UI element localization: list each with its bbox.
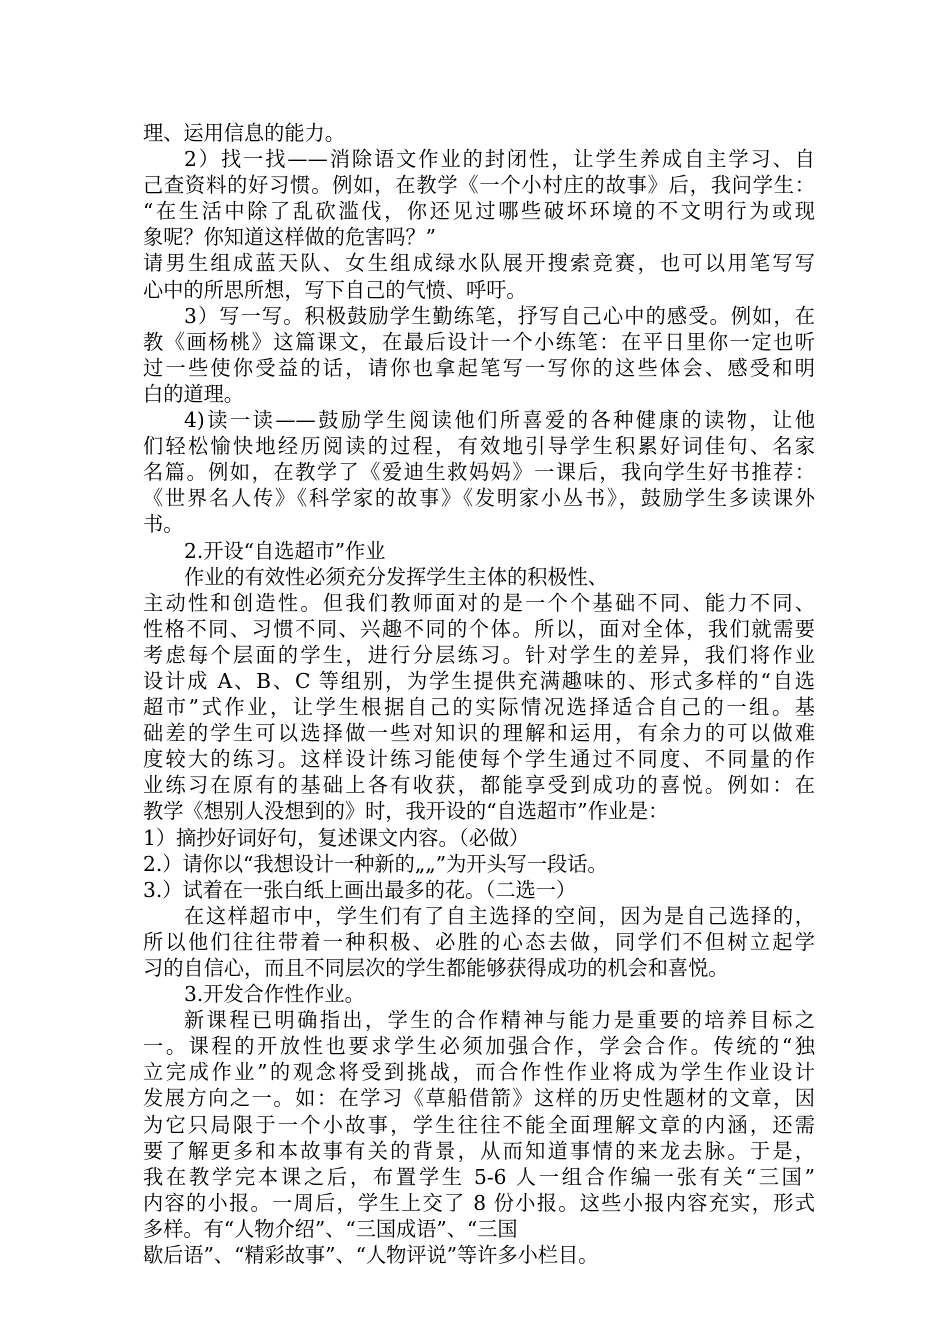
text-line: 作业的有效性必须充分发挥学生主体的积极性、 <box>184 564 608 589</box>
text-line: 我在教学完本课之后，布置学生 5-6 人一组合作编一张有关“三国” <box>143 1164 815 1189</box>
text-line: 歇后语”、“精彩故事”、“人物评说”等许多小栏目。 <box>143 1243 599 1268</box>
text-line: 3.开发合作性作业。 <box>184 982 365 1007</box>
text-line: 要了解更多和本故事有关的背景，从而知道事情的来龙去脉。于是， <box>143 1138 815 1163</box>
text-line: 新课程已明确指出，学生的合作精神与能力是重要的培养目标之 <box>184 1008 815 1033</box>
text-line: 请男生组成蓝天队、女生组成绿水队展开搜索竞赛，也可以用笔写写 <box>143 251 815 276</box>
text-line: 在这样超市中，学生们有了自主选择的空间，因为是自己选择的， <box>184 903 815 928</box>
text-line: 理、运用信息的能力。 <box>143 121 345 145</box>
text-line: 超市”式作业，让学生根据自己的实际情况选择适合自己的一组。基 <box>143 695 815 720</box>
text-line: 象呢？你知道这样做的危害吗？” <box>143 225 436 250</box>
text-line: 3.）试着在一张白纸上画出最多的花。（二选一） <box>143 877 577 902</box>
text-line: 习的自信心，而且不同层次的学生都能够获得成功的机会和喜悦。 <box>143 956 729 980</box>
document-page <box>143 120 815 1268</box>
text-line: 发展方向之一。如：在学习《草船借箭》这样的历史性题材的文章，因 <box>143 1086 815 1111</box>
text-line: 设计成 A、B、C 等组别，为学生提供充满趣味的、形式多样的“自选 <box>143 668 815 693</box>
text-line: 2.开设“自选超市”作业 <box>184 538 386 563</box>
text-line: 为它只局限于一个小故事，学生往往不能全面理解文章的内涵，还需 <box>143 1112 815 1137</box>
text-line: 2）找一找——消除语文作业的封闭性，让学生养成自主学习、自 <box>184 147 815 172</box>
text-line: 心中的所思所想，写下自己的气愤、呼吁。 <box>143 277 527 302</box>
text-line: 考虑每个层面的学生，进行分层练习。针对学生的差异，我们将作业 <box>143 642 815 667</box>
text-line: 教《画杨桃》这篇课文，在最后设计一个小练笔：在平日里你一定也听 <box>143 329 815 354</box>
text-line: “在生活中除了乱砍滥伐，你还见过哪些破坏环境的不文明行为或现 <box>143 199 815 224</box>
text-line: 2.）请你以“我想设计一种新的„„”为开头写一段话。 <box>143 851 608 876</box>
text-line: 度较大的练习。这样设计练习能使每个学生通过不同度、不同量的作 <box>143 747 815 772</box>
text-line: 4)读一读——鼓励学生阅读他们所喜爱的各种健康的读物，让他 <box>184 408 815 433</box>
text-line: 教学《想别人没想到的》时，我开设的“自选超市”作业是： <box>143 799 669 824</box>
text-line: 所以他们往往带着一种积极、必胜的心态去做，同学们不但树立起学 <box>143 929 815 954</box>
text-line: 1）摘抄好词好句，复述课文内容。（必做） <box>143 825 530 850</box>
text-line: 们轻松愉快地经历阅读的过程，有效地引导学生积累好词佳句、名家 <box>143 434 815 459</box>
text-line: 白的道理。 <box>143 381 244 406</box>
text-line: 《世界名人传》《科学家的故事》《发明家小丛书》，鼓励学生多读课外 <box>143 486 815 511</box>
text-line: 名篇。例如，在教学了《爱迪生救妈妈》一课后，我向学生好书推荐： <box>143 460 815 485</box>
text-line: 己查资料的好习惯。例如，在教学《一个小村庄的故事》后，我问学生： <box>143 173 815 198</box>
text-line: 础差的学生可以选择做一些对知识的理解和运用，有余力的可以做难 <box>143 721 815 746</box>
text-line: 内容的小报。一周后，学生上交了 8 份小报。这些小报内容充实，形式 <box>143 1190 815 1215</box>
text-line: 主动性和创造性。但我们教师面对的是一个个基础不同、能力不同、 <box>143 590 815 615</box>
text-line: 3）写一写。积极鼓励学生勤练笔，抒写自己心中的感受。例如，在 <box>184 303 815 328</box>
text-line: 过一些使你受益的话，请你也拿起笔写一写你的这些体会、感受和明 <box>143 355 815 380</box>
text-line: 立完成作业”的观念将受到挑战，而合作性作业将成为学生作业设计 <box>143 1060 815 1085</box>
text-line: 书。 <box>143 512 184 537</box>
text-line: 多样。有“人物介绍”、“三国成语”、“三国 <box>143 1216 518 1241</box>
text-line: 业练习在原有的基础上各有收获，都能享受到成功的喜悦。例如：在 <box>143 773 815 798</box>
text-line: 一。课程的开放性也要求学生必须加强合作，学会合作。传统的“独 <box>143 1034 815 1059</box>
text-line: 性格不同、习惯不同、兴趣不同的个体。所以，面对全体，我们就需要 <box>143 616 815 641</box>
